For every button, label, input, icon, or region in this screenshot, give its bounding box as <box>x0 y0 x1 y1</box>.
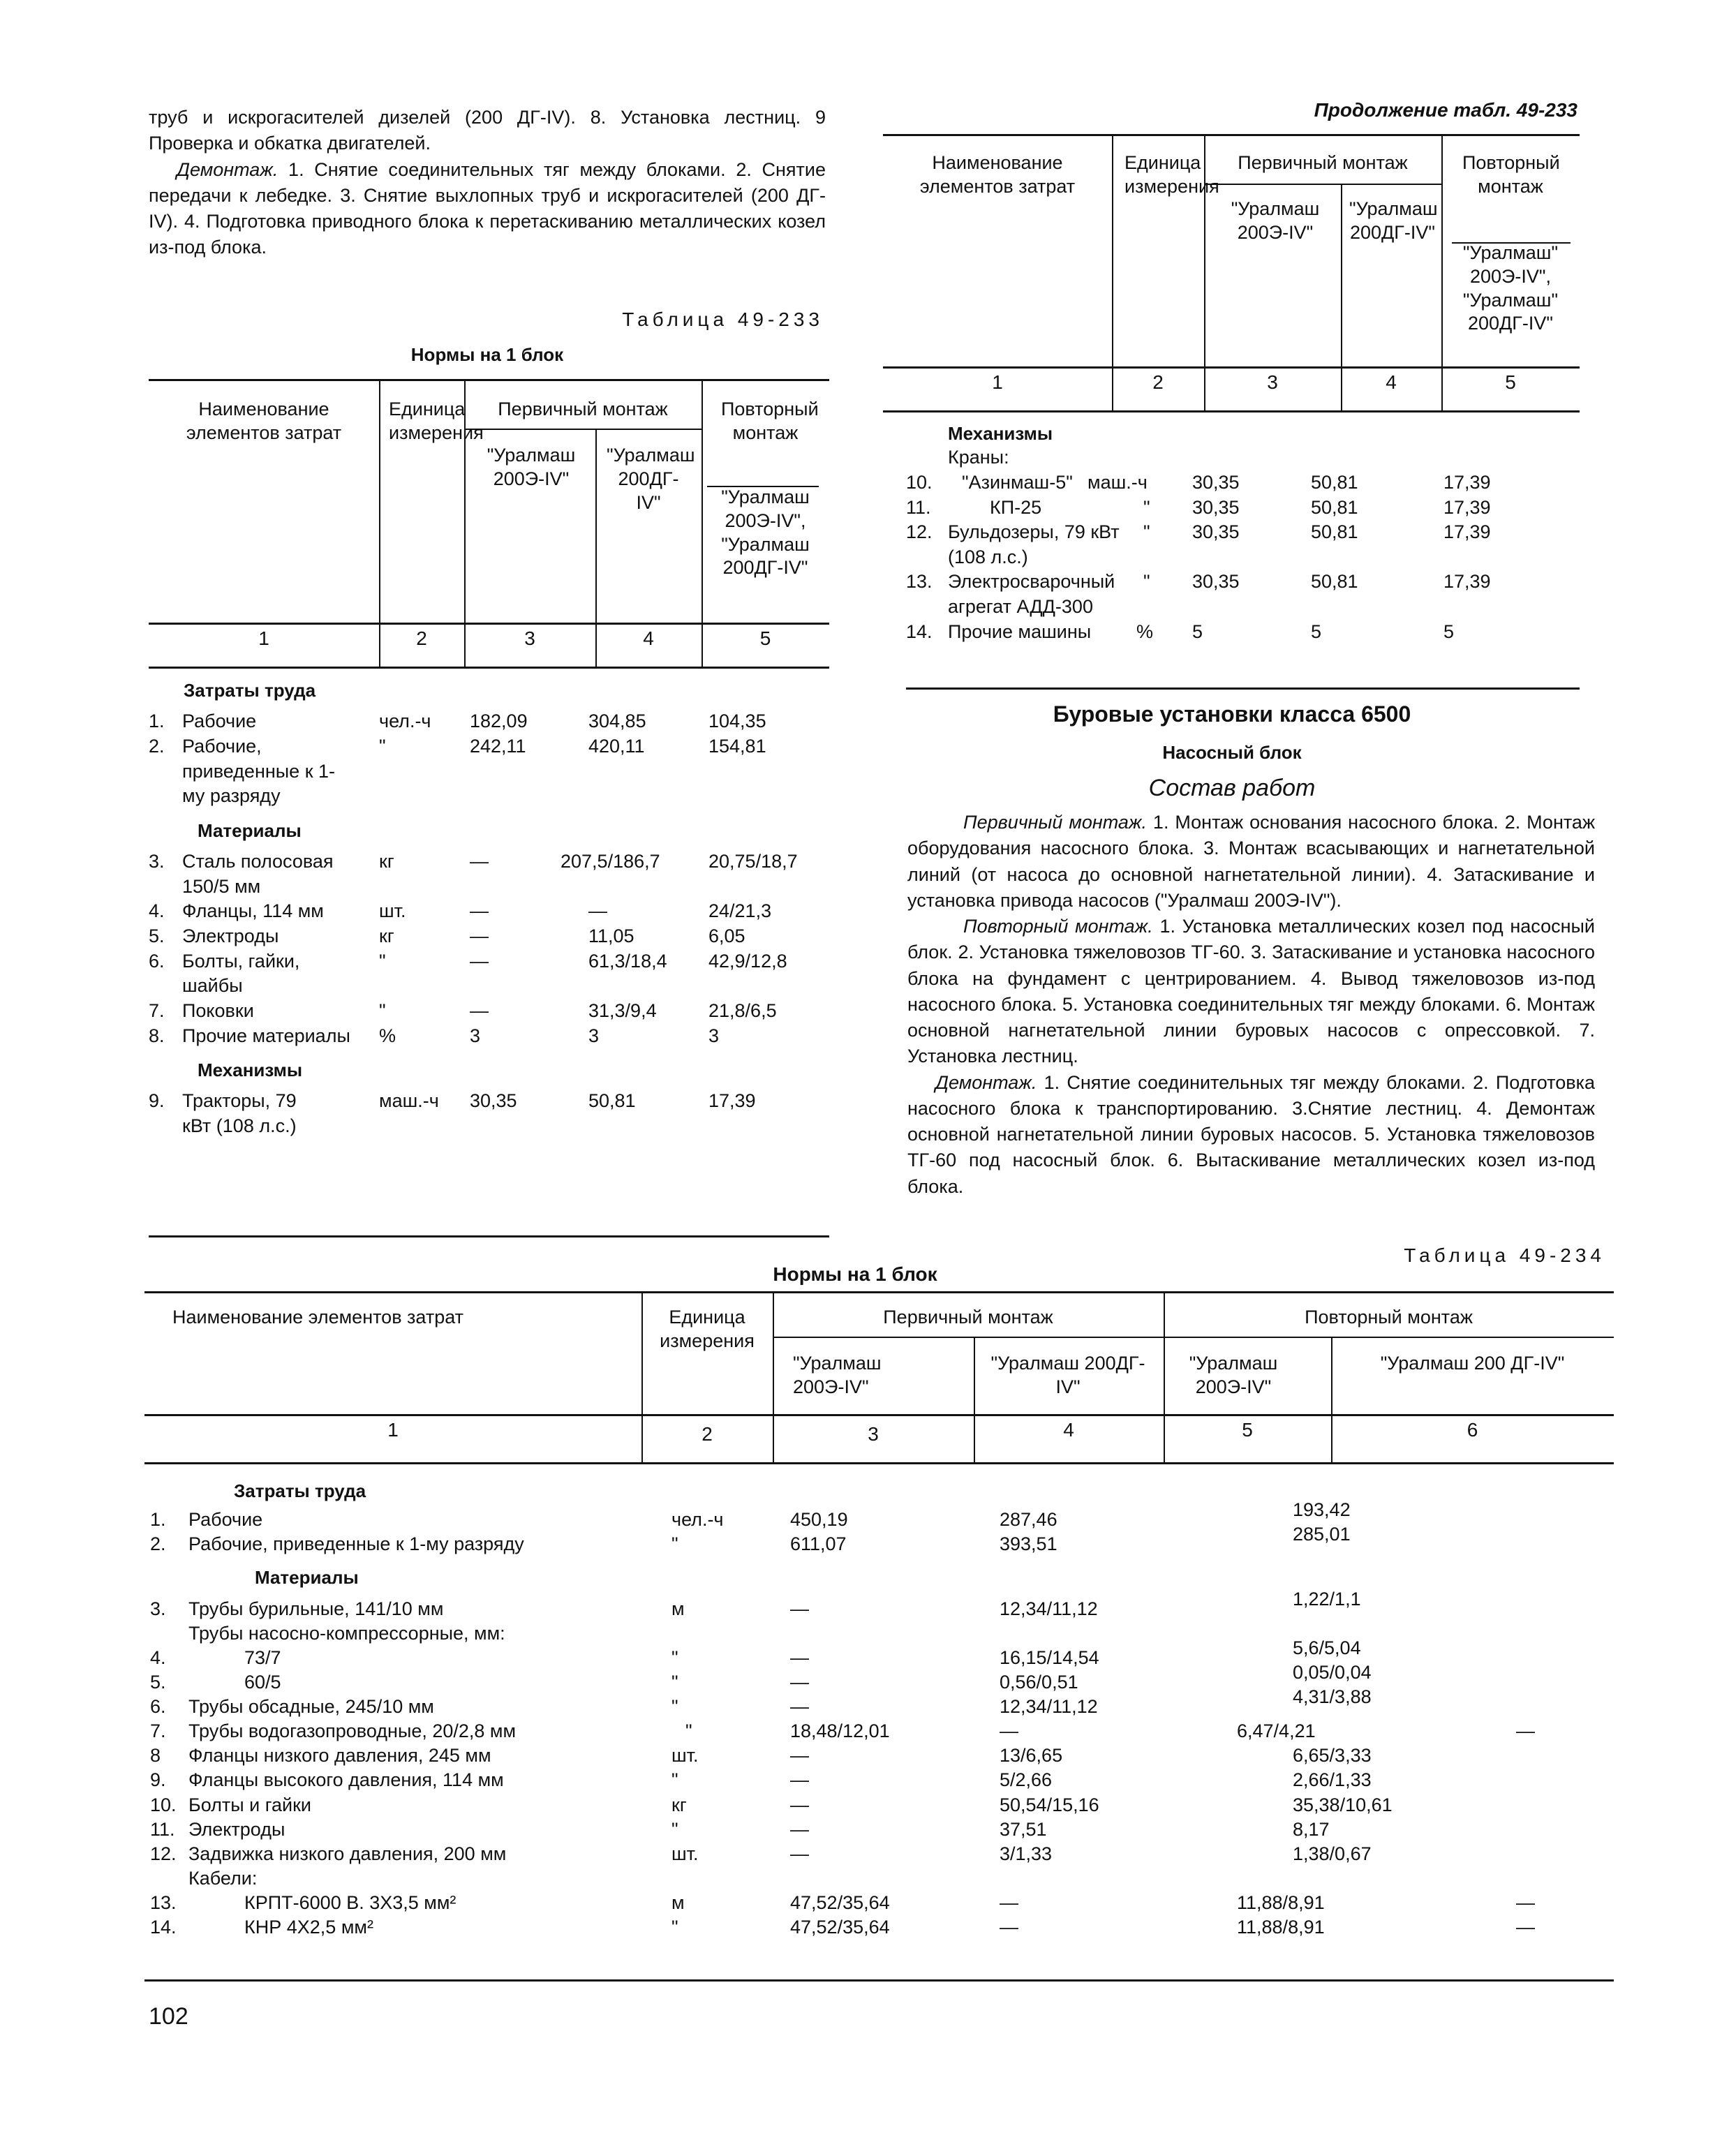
t233-h-primary-a: "Уралмаш 200Э-IV" <box>487 445 576 489</box>
t233-h-name: Наименование элементов затрат <box>186 399 342 443</box>
row-c5: 104,35 <box>708 711 766 732</box>
row-unit: чел.-ч <box>379 711 431 732</box>
row-name: Прочие материалы <box>182 1025 350 1046</box>
row-c5: 11,88/8,91 <box>1237 1917 1325 1938</box>
t233-num-3: 3 <box>524 627 535 649</box>
row-name: 60/5 <box>223 1672 281 1693</box>
row-c4 <box>1000 1621 1293 1646</box>
row-num: 12. <box>906 521 933 543</box>
row-name: Трубы насосно-компрессорные, мм: <box>188 1622 505 1644</box>
row-c4: 50,81 <box>1311 471 1358 493</box>
t234-h-unit: Единица измерения <box>660 1307 755 1351</box>
row-unit: " <box>671 1533 678 1554</box>
demontazh-text: 1. Снятие соединительных тяг между блоками. 2. Снятие передачи к лебедке. 3. Снятие выхлопных труб и искрогасителей (200 ДГ-IV). 4. Подготовка приводного блока к перетаскиванию металлических козел из-под блока. <box>149 158 826 258</box>
row-num: 3. <box>150 1598 166 1619</box>
row-c3 <box>790 1866 1000 1891</box>
t234-num-1: 1 <box>387 1419 399 1441</box>
t233-num-2: 2 <box>416 627 427 649</box>
t234-num-4: 4 <box>1063 1419 1074 1441</box>
row-c5: 4,31/3,88 <box>1293 1686 1372 1708</box>
row-c5 <box>1293 1866 1502 1891</box>
row-c3: — <box>790 1745 809 1767</box>
primary-label: Первичный монтаж. <box>963 812 1148 833</box>
row-unit: маш.-ч <box>379 1090 439 1112</box>
row-c5: 1,38/0,67 <box>1293 1843 1372 1864</box>
row-c3: — <box>790 1598 809 1619</box>
row-name: Трубы обсадные, 245/10 мм <box>188 1696 434 1718</box>
row-c4: 393,51 <box>1000 1533 1057 1554</box>
row-name: КП-25 <box>990 496 1042 518</box>
t233-num-4: 4 <box>643 627 654 649</box>
t234-section-title: Затраты труда <box>234 1480 366 1501</box>
table-234-caption: Таблица 49-234 <box>1404 1244 1605 1266</box>
t233-num-1: 1 <box>258 627 269 649</box>
row-name: Рабочие, приведенные к 1-му разряду <box>188 1533 524 1554</box>
row-c4: 304,85 <box>588 711 646 732</box>
row-c5: 21,8/6,5 <box>708 999 777 1021</box>
t234-h-name: Наименование элементов затрат <box>172 1307 464 1328</box>
row-c3: 611,07 <box>790 1533 847 1554</box>
row-c6: — <box>1516 1891 1535 1913</box>
row-unit: шт. <box>379 900 406 922</box>
row-unit: " <box>671 1818 678 1840</box>
row-c5: 1,22/1,1 <box>1293 1588 1361 1609</box>
row-num: 2. <box>150 1533 166 1554</box>
row-c4: 13/6,65 <box>1000 1745 1063 1767</box>
t234-h-c3: "Уралмаш 200Э-IV" <box>793 1353 882 1397</box>
left-intro <box>149 105 826 261</box>
row-c5: 5 <box>1443 620 1455 642</box>
row-c4: 50,81 <box>588 1090 636 1112</box>
table-233-cont-header <box>883 134 1580 369</box>
row-c4: 287,46 <box>1000 1508 1057 1530</box>
row-c6 <box>1502 1817 1614 1842</box>
table-row <box>150 1768 1614 1792</box>
row-c3: — <box>470 925 489 946</box>
section-heading: Буровые установки класса 6500 <box>1053 701 1411 727</box>
row-name: Бульдозеры, 79 кВт (108 л.с.) <box>948 521 1125 567</box>
t234-num-2: 2 <box>701 1423 713 1445</box>
table-234-header <box>144 1291 1614 1416</box>
row-c3: — <box>470 900 489 922</box>
table-row <box>150 1588 1614 1621</box>
row-c3: 182,09 <box>470 711 528 732</box>
row-name: Сталь полосовая 150/5 мм <box>182 851 339 897</box>
row-unit: % <box>379 1025 396 1046</box>
row-c4: 50,81 <box>1311 521 1358 543</box>
row-c3 <box>790 1621 1000 1646</box>
row-c5: 17,39 <box>708 1090 756 1112</box>
row-name: Тракторы, 79 кВт (108 л.с.) <box>182 1090 302 1137</box>
t234-h-repeat: Повторный монтаж <box>1305 1307 1473 1328</box>
row-unit: " <box>671 1917 678 1938</box>
row-c5: 20,75/18,7 <box>708 851 798 872</box>
row-c5: 17,39 <box>1443 571 1491 593</box>
row-name: Задвижка низкого давления, 200 мм <box>188 1843 507 1864</box>
row-unit <box>671 1866 790 1891</box>
row-c4: 12,34/11,12 <box>1000 1598 1098 1619</box>
table-233-caption: Таблица 49-233 <box>622 308 824 330</box>
row-c6 <box>1502 1508 1614 1532</box>
row-c3: — <box>790 1818 809 1840</box>
row-c6 <box>1502 1670 1614 1695</box>
row-c4: 5 <box>1311 620 1322 642</box>
row-c3: — <box>790 1843 809 1864</box>
table-233-cont-number-row <box>883 364 1580 412</box>
row-num: 4. <box>149 900 165 922</box>
row-c3: — <box>790 1646 809 1668</box>
row-c5: 11,88/8,91 <box>1237 1891 1325 1913</box>
row-c6 <box>1502 1866 1614 1891</box>
table-row <box>150 1866 1614 1891</box>
table-row <box>150 1686 1614 1719</box>
table-row <box>149 924 829 949</box>
table-233-number-row <box>149 620 829 669</box>
row-c4 <box>1000 1866 1293 1891</box>
t233c-sub-title: Краны: <box>948 447 1009 468</box>
table-row <box>149 709 829 734</box>
t234-h-c5: "Уралмаш 200Э-IV" <box>1189 1353 1278 1397</box>
row-name: Болты, гайки, шайбы <box>182 950 305 997</box>
row-name: Фланцы низкого давления, 245 мм <box>188 1745 491 1767</box>
table-233-header <box>149 379 829 625</box>
t233c-h-repeat: Повторный монтаж <box>1462 152 1560 197</box>
row-unit: м <box>671 1598 685 1619</box>
row-c5: 6,05 <box>708 925 745 946</box>
row-c4: — <box>1000 1720 1018 1742</box>
t233-h-primary-b: "Уралмаш 200ДГ-IV" <box>607 445 695 513</box>
row-name: Трубы водогазопроводные, 20/2,8 мм <box>188 1720 517 1742</box>
row-unit: " <box>379 950 386 972</box>
row-num <box>150 1621 188 1646</box>
row-num: 12. <box>150 1843 177 1864</box>
row-num: 7. <box>150 1720 166 1742</box>
t233-h-repeat: Повторный монтаж <box>721 399 819 443</box>
row-c5: 17,39 <box>1443 496 1491 518</box>
row-num: 3. <box>149 851 165 872</box>
row-name: "Азинмаш-5" <box>962 471 1073 493</box>
table-row <box>150 1744 1614 1768</box>
t233c-section-title: Механизмы <box>948 423 1053 444</box>
row-c5: 6,65/3,33 <box>1293 1745 1372 1767</box>
row-unit: " <box>671 1696 678 1718</box>
row-unit: " <box>379 999 386 1021</box>
row-unit: м <box>671 1891 685 1913</box>
table-233-cont-bottom-rule <box>906 687 1580 690</box>
table-234-number-row <box>144 1412 1614 1464</box>
row-c5: 17,39 <box>1443 521 1491 543</box>
t233c-h-name: Наименование элементов затрат <box>919 152 1076 197</box>
table-row <box>150 1523 1614 1556</box>
row-c3: 5 <box>1192 620 1203 642</box>
row-c4: 5/2,66 <box>1000 1769 1053 1791</box>
row-c3: — <box>790 1794 809 1815</box>
row-c5: 3 <box>708 1025 720 1046</box>
t234-num-6: 6 <box>1467 1419 1478 1441</box>
t234-h-c4: "Уралмаш 200ДГ-IV" <box>990 1353 1145 1397</box>
row-c3: 3 <box>470 1025 481 1046</box>
t233c-num-4: 4 <box>1386 371 1397 393</box>
table-row <box>149 849 829 899</box>
row-c5: 0,05/0,04 <box>1293 1662 1372 1683</box>
table-row <box>906 620 1580 645</box>
row-unit: " <box>1143 571 1150 593</box>
row-c6 <box>1502 1621 1614 1646</box>
row-unit: " <box>1143 521 1150 543</box>
row-num: 11. <box>906 496 931 518</box>
table-row <box>149 1089 829 1138</box>
t233c-num-2: 2 <box>1152 371 1164 393</box>
row-name: Болты и гайки <box>188 1794 312 1815</box>
row-name: Рабочие <box>182 711 257 732</box>
row-c3: — <box>790 1769 809 1791</box>
table-row <box>149 734 829 809</box>
row-c3: 450,19 <box>790 1508 848 1530</box>
demontazh-text-right: 1. Снятие соединительных тяг между блоками. 2. Подготовка насосного блока к транспортированию. 3.Снятие лестниц. 4. Демонтаж основной нагнетательной линии буровых насосов. 5. Установка тяжеловозов ТГ-60 под насосный блок. 6. Вытаскивание металлических козел из-под блока. <box>907 1071 1595 1197</box>
row-name: Фланцы, 114 мм <box>182 900 324 922</box>
row-c4: — <box>1000 1917 1018 1938</box>
row-c6 <box>1502 1793 1614 1817</box>
row-c3: 30,35 <box>1192 521 1240 543</box>
row-name: Трубы бурильные, 141/10 мм <box>188 1598 444 1619</box>
row-c6 <box>1502 1646 1614 1670</box>
row-num: 13. <box>150 1891 177 1913</box>
table-row <box>906 496 1580 521</box>
table-row <box>906 470 1580 496</box>
table-row <box>150 1915 1614 1940</box>
row-c4: 31,3/9,4 <box>588 999 657 1021</box>
t234-section-title: Материалы <box>255 1566 359 1588</box>
row-c4: — <box>588 900 607 922</box>
table-row <box>150 1842 1614 1866</box>
row-c6 <box>1502 1597 1614 1621</box>
row-c6 <box>1502 1695 1614 1719</box>
t233-num-5: 5 <box>759 627 771 649</box>
row-c5: 24/21,3 <box>708 900 772 922</box>
row-c6 <box>1502 1532 1614 1556</box>
row-c3: — <box>470 999 489 1021</box>
composition-heading: Состав работ <box>1148 775 1316 801</box>
row-num: 6. <box>149 950 165 972</box>
row-unit <box>671 1621 790 1646</box>
row-name: Рабочие, приведенные к 1-му разряду <box>182 735 336 807</box>
row-num: 14. <box>906 620 933 642</box>
t234-h-primary: Первичный монтаж <box>883 1307 1053 1328</box>
row-c4: 12,34/11,12 <box>1000 1696 1098 1718</box>
row-name: КНР 4Х2,5 мм² <box>223 1917 373 1938</box>
intro-line: труб и искрогасителей дизелей (200 ДГ-IV). 8. Установка лестниц. 9 Проверка и обкатка двигателей. <box>149 107 826 154</box>
row-c3: — <box>790 1672 809 1693</box>
row-unit: кг <box>379 851 394 872</box>
row-c6 <box>1502 1842 1614 1866</box>
row-c5: 8,17 <box>1293 1818 1330 1840</box>
row-c3: — <box>470 950 489 972</box>
t233-h-repeat-a: "Уралмаш 200Э-IV", "Уралмаш 200ДГ-IV" <box>721 486 810 579</box>
row-c4: — <box>1000 1891 1018 1913</box>
t233c-h-repeat-a: "Уралмаш" 200Э-IV", "Уралмаш" 200ДГ-IV" <box>1462 242 1559 334</box>
row-num <box>150 1866 188 1891</box>
row-num: 10. <box>150 1794 177 1815</box>
row-num: 11. <box>150 1818 175 1840</box>
row-num: 1. <box>150 1508 166 1530</box>
row-unit: кг <box>379 925 394 946</box>
row-c5: 285,01 <box>1293 1523 1351 1545</box>
table-233-bottom-rule <box>149 1235 829 1237</box>
row-unit: шт. <box>671 1843 699 1864</box>
table-233-cont-body <box>906 422 1580 644</box>
row-num: 2. <box>149 735 165 757</box>
row-num: 1. <box>149 711 165 732</box>
row-name: 73/7 <box>223 1646 281 1668</box>
row-unit: % <box>1136 620 1154 642</box>
row-name: Прочие машины <box>948 620 1092 642</box>
table-233-subtitle: Нормы на 1 блок <box>410 344 564 365</box>
row-c6: — <box>1516 1720 1535 1742</box>
table-row <box>906 520 1580 570</box>
t233c-h-unit: Единица измерения <box>1124 152 1219 197</box>
demontazh-label: Демонтаж. <box>177 158 279 180</box>
repeat-label: Повторный монтаж. <box>963 916 1153 937</box>
page-number: 102 <box>149 2003 188 2030</box>
row-name: КРПТ-6000 В. 3Х3,5 мм² <box>223 1891 456 1913</box>
row-c4: 0,56/0,51 <box>1000 1672 1078 1693</box>
t233-section-title: Механизмы <box>198 1060 303 1081</box>
table-row <box>150 1817 1614 1842</box>
row-unit: чел.-ч <box>671 1508 724 1530</box>
primary-text: 1. Монтаж основания насосного блока. 2. Монтаж оборудования насосного блока. 3. Монтаж всасывающих и нагнетательной линий (от насоса до основной нагнетательной линии). 4. Затаскивание и установка привода насосов ("Уралмаш 200Э-IV"). <box>907 812 1596 911</box>
row-num: 6. <box>150 1696 166 1718</box>
row-name: Электросварочный агрегат АДД-300 <box>948 571 1120 618</box>
row-c3: 18,48/12,01 <box>790 1720 890 1742</box>
row-c6: — <box>1516 1917 1535 1938</box>
row-unit: маш.-ч <box>1087 471 1148 493</box>
row-c5: 5,6/5,04 <box>1293 1637 1361 1658</box>
row-c5: 2,66/1,33 <box>1293 1769 1372 1791</box>
table-row <box>149 899 829 924</box>
row-c5: 6,47/4,21 <box>1237 1720 1316 1742</box>
t233c-num-5: 5 <box>1505 371 1516 393</box>
row-num: 10. <box>906 471 933 493</box>
table-row <box>150 1719 1614 1744</box>
row-c4: 50,81 <box>1311 571 1358 593</box>
t233c-num-3: 3 <box>1267 371 1278 393</box>
work-description <box>907 810 1595 1200</box>
row-c6 <box>1502 1768 1614 1792</box>
row-unit: шт. <box>671 1745 699 1767</box>
table-row <box>906 570 1580 619</box>
row-unit: кг <box>671 1794 687 1815</box>
row-c3: 30,35 <box>1192 471 1240 493</box>
row-unit: " <box>379 735 386 757</box>
row-num: 5. <box>150 1672 166 1693</box>
row-c4: 50,81 <box>1311 496 1358 518</box>
row-c3: 30,35 <box>1192 571 1240 593</box>
row-c4: 420,11 <box>588 735 645 757</box>
row-c5: 35,38/10,61 <box>1293 1794 1393 1815</box>
row-c3: 47,52/35,64 <box>790 1917 890 1938</box>
row-c3: 30,35 <box>1192 496 1240 518</box>
table-234-bottom-rule <box>144 1979 1614 1982</box>
row-name: Электроды <box>188 1818 285 1840</box>
row-c3: 47,52/35,64 <box>790 1891 890 1913</box>
table-233-cont-caption: Продолжение табл. 49-233 <box>1314 99 1577 121</box>
row-unit: " <box>671 1769 678 1791</box>
row-c3: — <box>790 1696 809 1718</box>
row-num: 7. <box>149 999 165 1021</box>
demontazh-label-right: Демонтаж. <box>935 1071 1037 1093</box>
row-unit: " <box>1143 496 1150 518</box>
t233-h-primary: Первичный монтаж <box>498 399 668 419</box>
table-row <box>149 949 829 999</box>
row-name: Поковки <box>182 999 254 1021</box>
row-num: 14. <box>150 1917 177 1938</box>
row-c4: 61,3/18,4 <box>588 950 667 972</box>
row-num: 13. <box>906 571 933 593</box>
row-c4: 16,15/14,54 <box>1000 1646 1099 1668</box>
row-c4: 11,05 <box>588 925 634 946</box>
repeat-text: 1. Установка металлических козел под насосный блок. 2. Установка тяжеловозов ТГ-60. 3. Затаскивание и установка насосного блока на фундамент с центрированием. 4. Вывод тяжеловозов из-под насосного блока. 5. Установка соединительных тяг между блоками. 6. Монтаж основной нагнетательной линии буровых насосов с опрессовкой. 7. Установка лестниц. <box>907 916 1596 1067</box>
row-c4: 207,5/186,7 <box>560 851 660 872</box>
t233-h-unit: Единица измерения <box>389 399 484 443</box>
table-234-body <box>150 1473 1614 1940</box>
table-row <box>150 1891 1614 1915</box>
row-c5: 193,42 <box>1293 1499 1351 1520</box>
row-num: 5. <box>149 925 165 946</box>
t233c-h-primary: Первичный монтаж <box>1238 152 1408 173</box>
t233c-num-1: 1 <box>992 371 1003 393</box>
table-233-body <box>149 671 829 1139</box>
row-c6 <box>1502 1744 1614 1768</box>
row-c4: 3 <box>588 1025 600 1046</box>
section-subheading: Насосный блок <box>1162 742 1302 763</box>
table-row <box>149 999 829 1024</box>
row-name: Электроды <box>182 925 279 946</box>
row-name: Фланцы высокого давления, 114 мм <box>188 1769 504 1791</box>
table-234-subtitle: Нормы на 1 блок <box>773 1263 937 1285</box>
table-row <box>149 1024 829 1049</box>
row-num: 4. <box>150 1646 166 1668</box>
row-name: Рабочие <box>188 1508 263 1530</box>
t234-h-c6: "Уралмаш 200 ДГ-IV" <box>1380 1353 1565 1374</box>
row-c5: 42,9/12,8 <box>708 950 787 972</box>
t233c-h-primary-b: "Уралмаш 200ДГ-IV" <box>1349 198 1438 243</box>
row-c5: 17,39 <box>1443 471 1491 493</box>
row-num: 9. <box>150 1769 166 1791</box>
row-num: 8 <box>150 1745 161 1767</box>
row-c4: 3/1,33 <box>1000 1843 1053 1864</box>
row-c4: 37,51 <box>1000 1818 1047 1840</box>
row-unit: " <box>685 1720 692 1742</box>
t233-section-title: Материалы <box>198 819 302 841</box>
t233-section-title: Затраты труда <box>184 680 316 701</box>
row-num: 8. <box>149 1025 165 1046</box>
row-unit: " <box>671 1672 678 1693</box>
row-name: Кабели: <box>188 1867 258 1889</box>
t234-num-5: 5 <box>1242 1419 1253 1441</box>
row-c3: — <box>470 851 489 872</box>
row-c5: 154,81 <box>708 735 766 757</box>
row-c3: 242,11 <box>470 735 526 757</box>
row-unit: " <box>671 1646 678 1668</box>
row-c3: 30,35 <box>470 1090 517 1112</box>
table-row <box>150 1793 1614 1817</box>
row-num: 9. <box>149 1090 165 1112</box>
t233c-h-primary-a: "Уралмаш 200Э-IV" <box>1231 198 1320 243</box>
row-c4: 50,54/15,16 <box>1000 1794 1099 1815</box>
t234-num-3: 3 <box>868 1423 879 1445</box>
